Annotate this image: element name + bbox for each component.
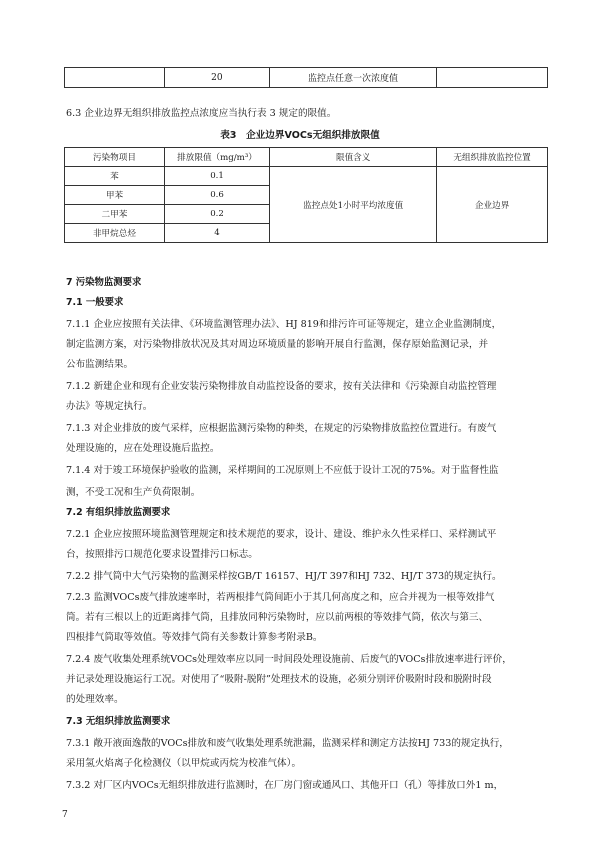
table-cell-empty: [437, 68, 548, 88]
section-heading-7: 7 污染物监测要求: [66, 277, 142, 288]
column-header-pollutant: 污染物项目: [65, 148, 165, 167]
text-line: 采用氢火焰离子化检测仪（以甲烷或丙烷为校准气体）。: [66, 758, 302, 769]
table-row: [65, 167, 548, 186]
table-header-row: [65, 148, 548, 167]
pollutant-cell: 甲苯: [65, 186, 165, 205]
meaning-cell: 监控点处1小时平均浓度值: [270, 167, 437, 243]
text-line: 7.2.3 监测VOCs废气排放速率时，若两根排气筒间距小于其几何高度之和，应合并视为一根等效排气: [66, 592, 495, 603]
limit-cell: 4: [164, 224, 269, 243]
pollutant-cell: 苯: [65, 167, 165, 186]
section-heading-7-3: 7.3 无组织排放监测要求: [66, 716, 171, 727]
text-line: 7.1.4 对于竣工环境保护验收的监测，采样期间的工况原则上不应低于设计工况的75%。对于监督性监: [66, 465, 499, 476]
pollutant-cell: 二甲苯: [65, 205, 165, 224]
paragraph-6-3: 6.3 企业边界无组织排放监控点浓度应当执行表 3 规定的限值。: [66, 108, 337, 119]
text-line: 测，不受工况和生产负荷限制。: [66, 487, 201, 498]
limit-cell: 0.6: [164, 186, 269, 205]
pollutant-cell: 非甲烷总烃: [65, 224, 165, 243]
text-line: 7.2.2 排气筒中大气污染物的监测采样按GB/T 16157、HJ/T 397和HJ 732、HJ/T 373的规定执行。: [66, 571, 502, 582]
table-cell-meaning: 监控点任意一次浓度值: [269, 68, 436, 88]
text-line: 筒。若有三根以上的近距离排气筒，且排放同种污染物时，应以前两根的等效排气筒，依次与第三、: [66, 612, 489, 623]
limit-cell: 0.1: [164, 167, 269, 186]
text-line: 7.1.3 对企业排放的废气采样，应根据监测污染物的种类，在规定的污染物排放监控位置进行。有废气: [66, 423, 497, 434]
text-line: 公布监测结果。: [66, 359, 134, 370]
column-header-location: 无组织排放监控位置: [437, 148, 548, 167]
text-line: 办法》等规定执行。: [66, 401, 153, 412]
column-header-limit: 排放限值（mg/m³）: [164, 148, 269, 167]
section-heading-7-2: 7.2 有组织排放监测要求: [66, 507, 171, 518]
section-heading-7-1: 7.1 一般要求: [66, 297, 124, 308]
text-line: 四根排气筒取等效值。等效排气筒有关参数计算参考附录B。: [66, 632, 323, 643]
limit-cell: 0.2: [164, 205, 269, 224]
table-cell-value: 20: [164, 68, 269, 88]
text-line: 7.3.2 对厂区内VOCs无组织排放进行监测时，在厂房门窗或通风口、其他开口（孔）等排放口外1 m，: [66, 780, 504, 791]
text-line: 制定监测方案，对污染物排放状况及其对周边环境质量的影响开展自行监测，保存原始监测记录，并: [66, 339, 489, 350]
text-line: 处理设施的，应在处理设施后监控。: [66, 443, 220, 454]
text-line: 7.2.1 企业应按照环境监测管理规定和技术规范的要求，设计、建设、维护永久性采样口、采样测试平: [66, 529, 497, 540]
column-header-meaning: 限值含义: [270, 148, 437, 167]
table-fragment-top: [64, 67, 548, 88]
table-cell-empty: [65, 68, 165, 88]
table-caption: 表3 企业边界VOCs无组织排放限值: [220, 130, 380, 141]
table-row: [65, 68, 548, 88]
text-line: 并记录处理设施运行工况。对使用了“吸附-脱附”处理技术的设施，必须分别评价吸附时段和脱附时段: [66, 674, 492, 685]
text-line: 7.1.2 新建企业和现有企业安装污染物排放自动监控设备的要求，按有关法律和《污染源自动监控管理: [66, 381, 497, 392]
location-cell: 企业边界: [437, 167, 548, 243]
voc-limit-table: [64, 147, 548, 243]
page-number: 7: [62, 810, 68, 820]
text-line: 台，按照排污口规范化要求设置排污口标志。: [66, 549, 258, 560]
text-line: 7.1.1 企业应按照有关法律、《环境监测管理办法》、HJ 819和排污许可证等规定，建立企业监测制度，: [66, 319, 502, 330]
text-line: 7.2.4 废气收集处理系统VOCs处理效率应以同一时间段处理设施前、后废气的VOCs排放速率进行评价，: [66, 654, 512, 665]
text-line: 7.3.1 敞开液面逸散的VOCs排放和废气收集处理系统泄漏，监测采样和测定方法按HJ 733的规定执行，: [66, 738, 509, 749]
text-line: 的处理效率。: [66, 694, 124, 705]
